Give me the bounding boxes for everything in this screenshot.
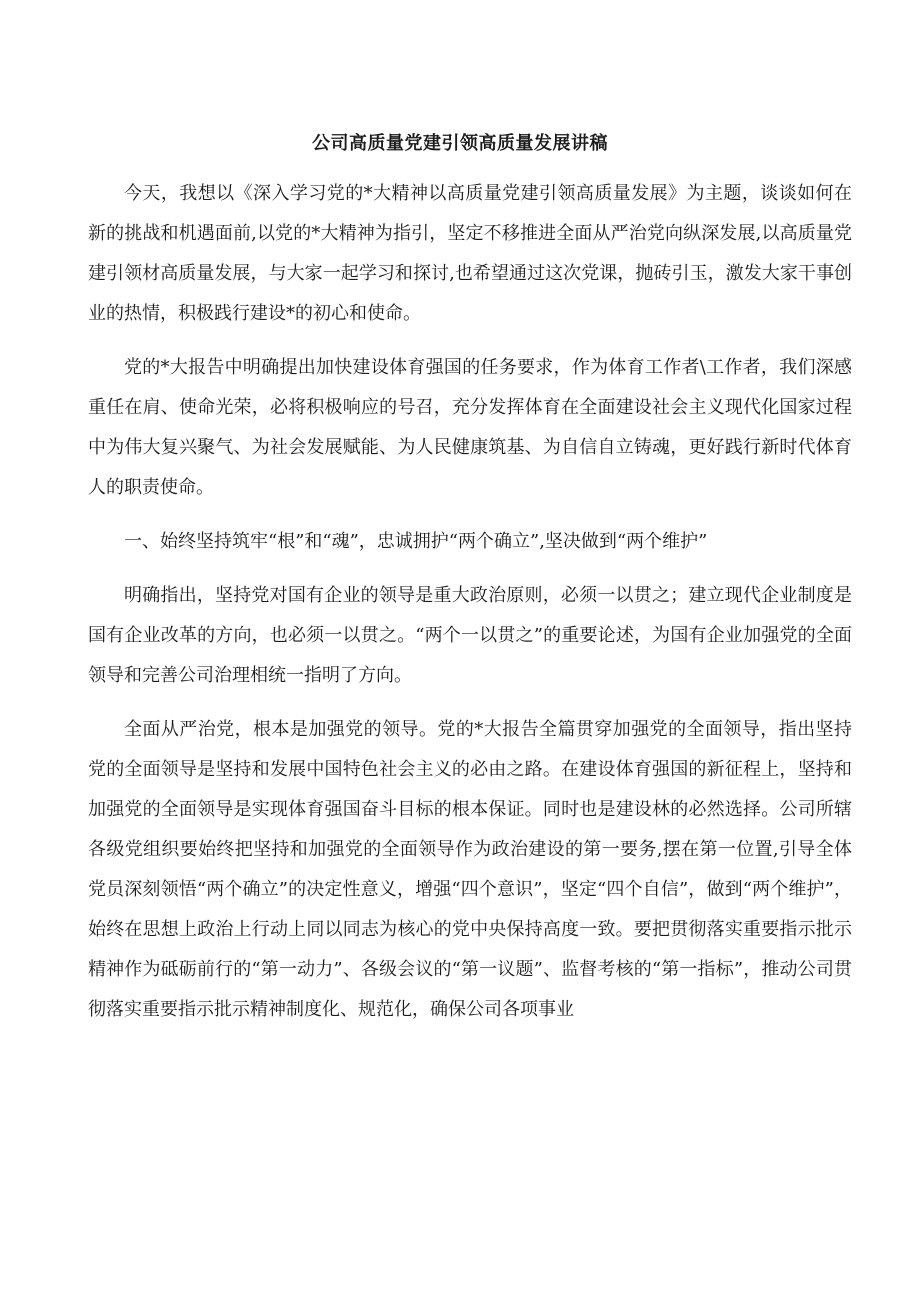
paragraph-party-leadership: 全面从严治党，根本是加强党的领导。党的*大报告全篇贯穿加强党的全面领导，指出坚持党的全面领导是坚持和发展中国特色社会主义的必由之路。在建设体育强国的新征程上，坚持和加强党的全面领导是实现体育强国奋斗目标的根本保证。同时也是建设林的必然选择。公司所辖各级党组织要始终把坚持和加强党的全面领导作为政治建设的第一要务,摆在第一位置,引导全体党员深刻领悟“两个确立”的决定性意义，增强“四个意识”，坚定“四个自信”，做到“两个维护”，始终在思想上政治上行动上同以同志为核心的党中央保持高度一致。要把贯彻落实重要指示批示精神作为砥砺前行的“第一动力”、各级会议的“第一议题”、监督考核的“第一指标”，推动公司贯彻落实重要指示批示精神制度化、规范化，确保公司各项事业 <box>88 719 852 1020</box>
paragraph-guidance: 明确指出，坚持党对国有企业的领导是重大政治原则，必须一以贯之；建立现代企业制度是国有企业改革的方向，也必须一以贯之。“两个一以贯之”的重要论述，为国有企业加强党的全面领导和完善公司治理相统一指明了方向。 <box>88 585 852 686</box>
document-title: 公司高质量党建引领高质量发展讲稿 <box>312 133 608 154</box>
section-heading-1: 一、始终坚持筑牢“根”和“魂”，忠诚拥护“两个确立”,坚决做到“两个维护” <box>124 531 708 552</box>
document-body <box>88 174 852 1044</box>
paragraph-intro: 今天，我想以《深入学习党的*大精神以高质量党建引领高质量发展》为主题，谈谈如何在新的挑战和机遇面前,以党的*大精神为指引，坚定不移推进全面从严治党向纵深发展,以高质量党建引领材高质量发展，与大家一起学习和探讨,也希望通过这次党课，抛砖引玉，激发大家干事创业的热情，积极践行建设*的初心和使命。 <box>88 183 852 324</box>
paragraph-report: 党的*大报告中明确提出加快建设体育强国的任务要求，作为体育工作者\工作者，我们深感重任在肩、使命光荣，必将积极响应的号召，充分发挥体育在全面建设社会主义现代化国家过程中为伟大复兴聚气、为社会发展赋能、为人民健康筑基、为自信自立铸魂，更好践行新时代体育人的职责使命。 <box>88 357 852 498</box>
